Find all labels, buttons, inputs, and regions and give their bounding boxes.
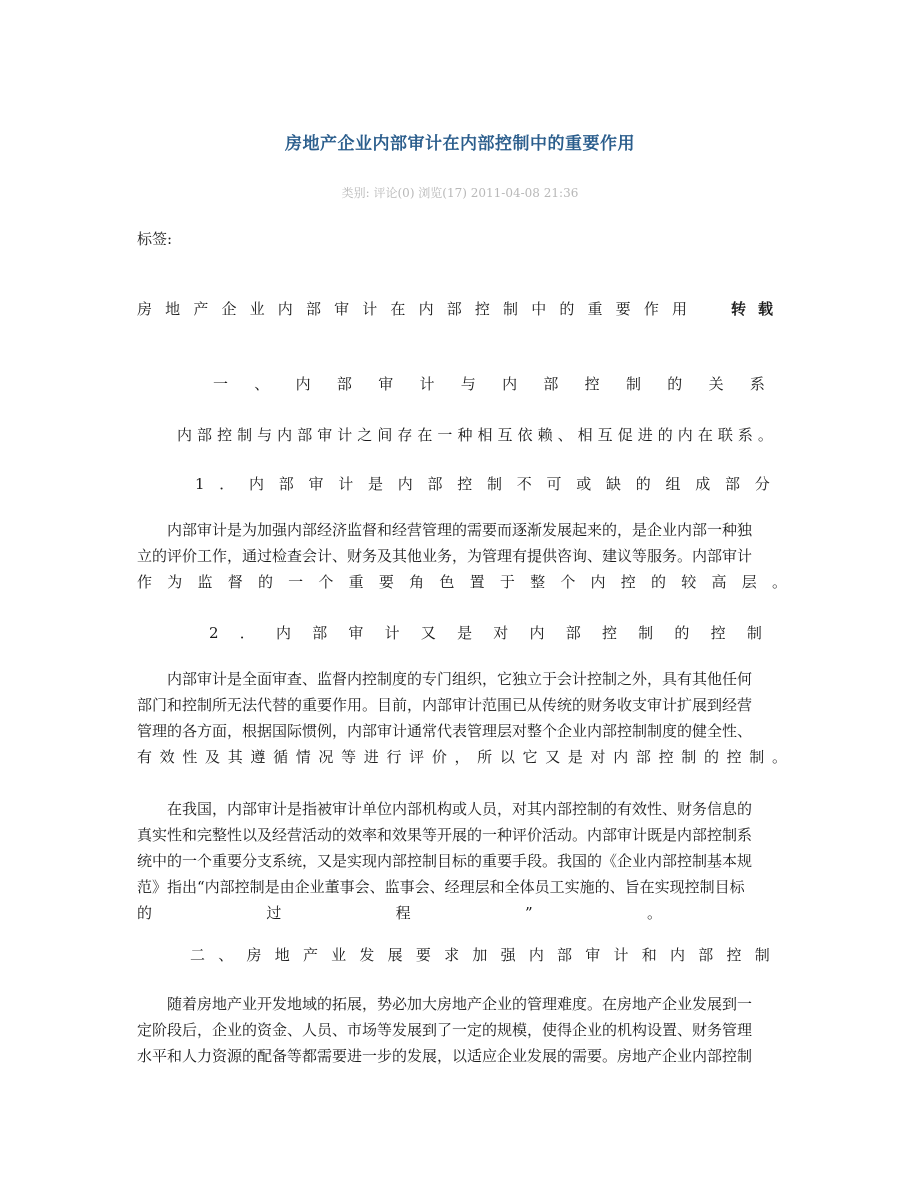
headline-line [137,299,785,319]
paragraph-2 [137,666,787,770]
sub2-heading: 2 ． 内 部 审 计 又 是 对 内 部 控 制 的 控 制 [209,624,762,642]
paragraph-4 [137,991,787,1069]
para1-line1: 内部审计是为加强内部经济监督和经营管理的需要而逐渐发展起来的，是企业内部一种独 [167,521,753,539]
article-meta: 类别: 评论(0) 浏览(17) 2011-04-08 21:36 [341,186,579,200]
headline-text: 房 地 产 企 业 内 部 审 计 在 内 部 控 制 中 的 重 要 作 用 [137,300,687,318]
para2-line2: 部门和控制所无法代替的重要作用。目前，内部审计范围已从传统的财务收支审计扩展到经营 [137,696,753,714]
para4-line1: 随着房地产业开发地域的拓展，势必加大房地产企业的管理难度。在房地产企业发展到一 [167,995,753,1013]
para1-line2: 立的评价工作，通过检查会计、财务及其他业务，为管理有提供咨询、建议等服务。内部审计 [137,547,753,565]
para1-line3: 作为监督的一个重要角色置于整个内控的较高层。 [137,573,787,591]
para3-line1: 在我国，内部审计是指被审计单位内部机构或人员，对其内部控制的有效性、财务信息的 [167,800,753,818]
para2-line1: 内部审计是全面审查、监督内控制度的专门组织，它独立于会计控制之外，具有其他任何 [167,670,753,688]
para2-line4: 有效性及其遵循情况等进行评价，所以它又是对内部控制的控制。 [137,748,787,766]
tags-label: 标签: [137,230,173,248]
para3-line5: 的过程”。 [137,904,662,922]
para3-line2: 真实性和完整性以及经营活动的效率和效果等开展的一种评价活动。内部审计既是内部控制系 [137,826,753,844]
para2-line3: 管理的各方面，根据国际惯例，内部审计通常代表管理层对整个企业内部控制制度的健全性、 [137,722,753,740]
para4-line2: 定阶段后，企业的资金、人员、市场等发展到了一定的规模，使得企业的机构设置、财务管理 [137,1021,753,1039]
para3-line4: 范》指出“内部控制是由企业董事会、监事会、经理层和全体员工实施的、旨在实现控制目标 [137,878,745,896]
section1-heading: 一 、 内 部 审 计 与 内 部 控 制 的 关 系 [213,375,765,393]
headline-tag: 转载 [730,300,785,318]
para4-line3: 水平和人力资源的配备等都需要进一步的发展，以适应企业发展的需要。房地产企业内部控制 [137,1047,753,1065]
section1-intro: 内 部 控 制 与 内 部 审 计 之 间 存 在 一 种 相 互 依 赖 、 相 互 促 进 的 内 在 联 系 。 [177,426,773,444]
paragraph-3 [137,796,787,926]
section2-heading: 二 、 房 地 产 业 发 展 要 求 加 强 内 部 审 计 和 内 部 控 制 [190,946,770,964]
para3-line3: 统中的一个重要分支系统，又是实现内部控制目标的重要手段。我国的《企业内部控制基本规 [137,852,753,870]
sub1-heading: 1 ． 内 部 审 计 是 内 部 控 制 不 可 或 缺 的 组 成 部 分 [195,475,770,493]
paragraph-1 [137,517,787,595]
article-title: 房地产企业内部审计在内部控制中的重要作用 [285,134,635,154]
